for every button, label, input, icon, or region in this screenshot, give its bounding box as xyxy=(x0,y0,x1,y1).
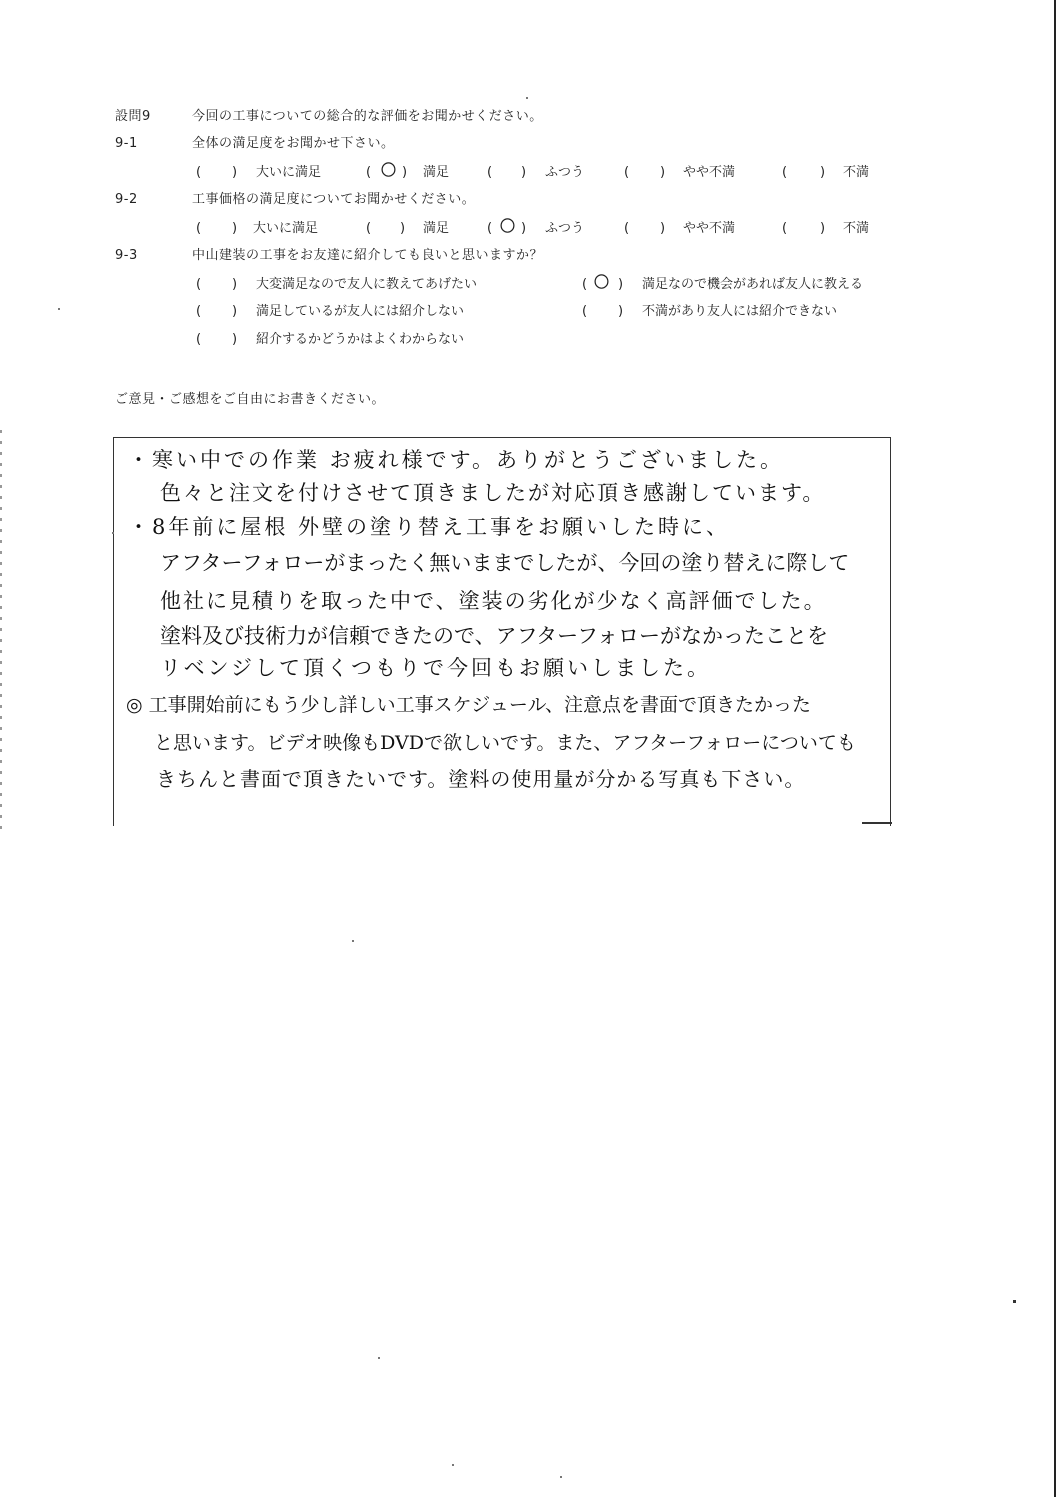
option-paren: ( xyxy=(366,221,372,236)
handwritten-line: 他社に見積りを取った中で、塗装の劣化が少なく高評価でした。 xyxy=(160,589,827,613)
option-paren: ( xyxy=(196,332,202,347)
question-text: 中山建装の工事をお友達に紹介しても良いと思いますか？ xyxy=(192,248,544,263)
option-label: 大いに満足 xyxy=(256,165,322,180)
handwritten-line: アフターフォローがまったく無いままでしたが、今回の塗り替えに際して xyxy=(160,551,850,575)
option-paren: ) xyxy=(660,221,666,236)
question-number: 9-3 xyxy=(115,248,138,263)
option-paren: ) xyxy=(232,221,238,236)
option-paren: ( xyxy=(582,277,588,292)
handwritten-line: ◎ 工事開始前にもう少し詳しい工事スケジュール、注意点を書面で頂きたかった xyxy=(126,694,811,716)
option-mark: 〇 xyxy=(594,273,610,291)
option-paren: ) xyxy=(820,221,826,236)
option-paren: ) xyxy=(618,277,624,292)
handwritten-line: 色々と注文を付けさせて頂きましたが対応頂き感謝しています。 xyxy=(160,481,826,505)
handwritten-line: ・寒い中での作業 お疲れ様です。ありがとうございました。 xyxy=(128,448,784,472)
option-paren: ( xyxy=(196,277,202,292)
option-paren: ) xyxy=(402,165,408,180)
option-paren: ( xyxy=(196,221,202,236)
scan-speck xyxy=(58,308,60,310)
option-label: 満足 xyxy=(423,165,450,180)
option-label: 大いに満足 xyxy=(253,221,319,236)
option-paren: ) xyxy=(232,304,238,319)
scan-speck xyxy=(378,1357,380,1359)
option-paren: ( xyxy=(366,165,372,180)
option-label: 満足なので機会があれば友人に教える xyxy=(642,277,864,292)
option-label: 不満 xyxy=(843,165,870,180)
question-number: 9-2 xyxy=(115,192,138,207)
option-paren: ) xyxy=(521,165,527,180)
comment-box-corner xyxy=(862,822,892,824)
scan-speck xyxy=(1013,1300,1016,1303)
question-number: 設問9 xyxy=(115,109,151,124)
scan-speck xyxy=(352,940,354,942)
option-paren: ( xyxy=(487,221,493,236)
option-mark: 〇 xyxy=(500,217,516,235)
handwritten-line: きちんと書面で頂きたいです。塗料の使用量が分かる写真も下さい。 xyxy=(156,767,806,791)
option-label: 大変満足なので友人に教えてあげたい xyxy=(256,277,478,292)
option-paren: ) xyxy=(232,332,238,347)
option-paren: ) xyxy=(232,277,238,292)
handwritten-line: と思います。ビデオ映像もDVDで欲しいです。また、アフターフォローについても xyxy=(154,732,856,754)
option-paren: ( xyxy=(624,221,630,236)
scan-speck xyxy=(112,532,114,534)
question-text: 工事価格の満足度についてお聞かせください。 xyxy=(192,192,476,207)
option-paren: ( xyxy=(624,165,630,180)
option-label: ふつう xyxy=(545,165,585,180)
handwritten-line: 塗料及び技術力が信頼できたので、アフターフォローがなかったことを xyxy=(160,624,829,648)
option-paren: ( xyxy=(196,304,202,319)
option-label: やや不満 xyxy=(683,221,736,236)
option-label: 紹介するかどうかはよくわからない xyxy=(256,332,465,347)
handwritten-line: ・8年前に屋根 外壁の塗り替え工事をお願いした時に、 xyxy=(128,515,731,539)
option-paren: ) xyxy=(820,165,826,180)
option-paren: ( xyxy=(782,221,788,236)
scan-speck xyxy=(526,97,528,99)
option-label: ふつう xyxy=(545,221,585,236)
option-label: 満足 xyxy=(423,221,450,236)
handwritten-line: リベンジして頂くつもりで今回もお願いしました。 xyxy=(160,656,712,680)
question-text: 全体の満足度をお聞かせ下さい。 xyxy=(192,136,395,151)
question-number: 9-1 xyxy=(115,136,138,151)
option-label: 不満があり友人には紹介できない xyxy=(642,304,838,319)
option-paren: ( xyxy=(782,165,788,180)
option-paren: ) xyxy=(232,165,238,180)
comment-label: ご意見・ご感想をご自由にお書きください。 xyxy=(115,392,386,407)
option-label: やや不満 xyxy=(683,165,736,180)
option-label: 満足しているが友人には紹介しない xyxy=(256,304,465,319)
scan-speck xyxy=(560,1476,562,1478)
option-paren: ) xyxy=(618,304,624,319)
option-paren: ) xyxy=(660,165,666,180)
option-mark: 〇 xyxy=(381,161,397,179)
option-paren: ( xyxy=(196,165,202,180)
option-label: 不満 xyxy=(843,221,870,236)
option-paren: ( xyxy=(487,165,493,180)
scan-left-specks xyxy=(0,430,2,830)
option-paren: ) xyxy=(400,221,406,236)
option-paren: ) xyxy=(521,221,527,236)
scan-edge-line xyxy=(1054,0,1056,1497)
option-paren: ( xyxy=(582,304,588,319)
question-text: 今回の工事についての総合的な評価をお聞かせください。 xyxy=(192,109,543,124)
scan-speck xyxy=(452,1464,454,1466)
